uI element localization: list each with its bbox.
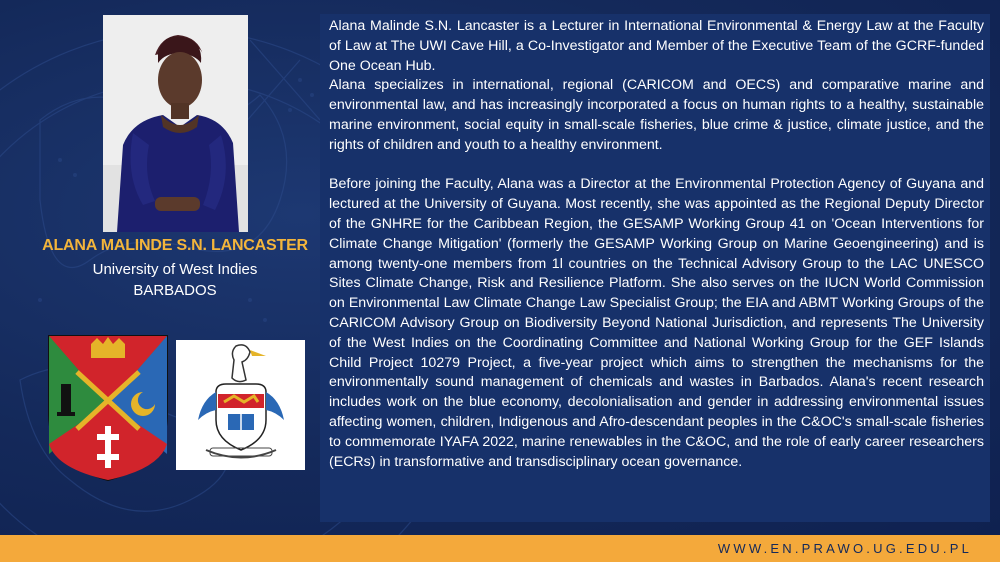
bio-paragraph: Alana specializes in international, regional (CARICOM and OECS) and comparative marine and environmental law, and has increasingly incorporated a focus on human rights to a healthy, sustainable marine environment, social equity in small-scale fisheries, blue crime & justice, climate justice, and the rights of children and youth to a healthy environment. — [329, 77, 984, 153]
speaker-country: BARBADOS — [133, 282, 217, 299]
speaker-photo — [103, 15, 248, 232]
bio-paragraph: Alana Malinde S.N. Lancaster is a Lecturer in International Environmental & Energy Law at the Faculty of Law at The UWI Cave Hill, a Co-Investigator and Member of the Executive Team of the GCRF-funded One Ocean Hub. — [329, 18, 984, 74]
coat-of-arms-icon — [47, 334, 169, 482]
footer-bar — [0, 535, 1000, 562]
uwi-crest-icon — [176, 340, 305, 470]
speaker-affiliation: University of West Indies — [92, 261, 258, 278]
footer-url: WWW.EN.PRAWO.UG.EDU.PL — [717, 541, 972, 556]
speaker-name: ALANA MALINDE S.N. LANCASTER — [42, 237, 308, 254]
bio-panel — [320, 14, 990, 522]
divider — [329, 156, 984, 176]
bio-paragraph: Before joining the Faculty, Alana was a Director at the Environmental Protection Agency of Guyana and lectured at the University of Guyana. Most recently, she was appointed as the Regional Deputy Director of the GNHRE for the Caribbean Region, the GESAMP Working Group 41 on 'Ocean Interventions for Climate Change Mitigation' (formerly the GESAMP Working Group on Marine Geoengineering) and is among twenty-one members from 1l countries on the Technical Advisory Group to the LAC UNESCO Sites Climate Change, Risk and Resilience Platform. She also serves on the IUCN World Commission on Environmental Law Climate Change Law Specialist Group; the EIA and ABMT Working Groups of the CARICOM Advisory Group on Biodiversity Beyond National Jurisdiction, and represents The University of the West Indies on the Coordinating Committee and National Working Group for the GEF Islands Child Project 10279 Project, a five-year project which aims to strengthen the mechanisms for the environmentally sound management of chemicals and wastes in Barbados. Alana's recent research includes work on the blue economy, decolonialisation and gender in addressing environmental issues affecting women, children, Indigenous and Afro-descendant peoples in the C&OC's small-scale fisheries to commemorate IYAFA 2022, marine renewables in the C&OC, and the role of early career researchers (ECRs) in transformative and transdisciplinary ocean governance. — [329, 176, 984, 470]
